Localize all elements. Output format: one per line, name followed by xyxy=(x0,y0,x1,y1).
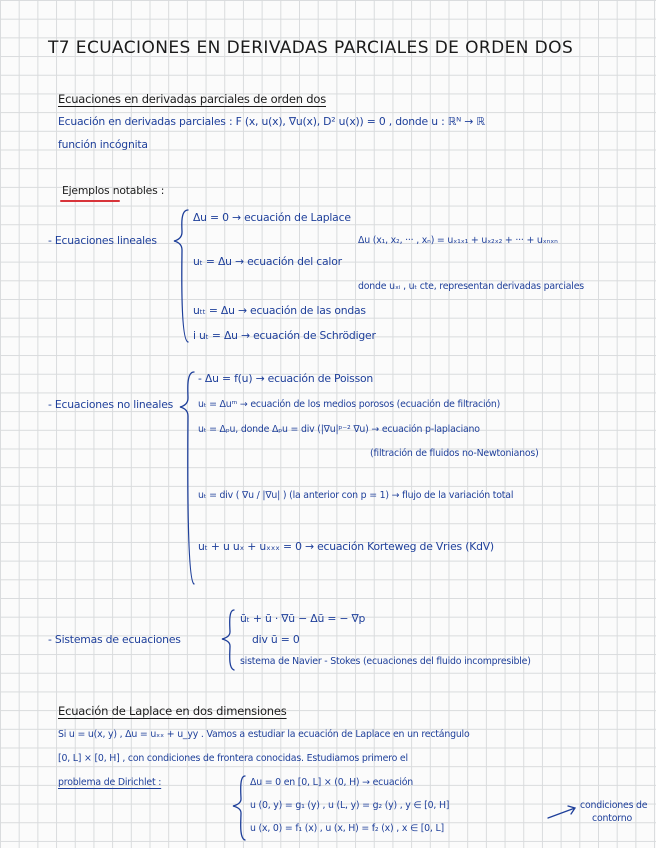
section-heading-pde: Ecuaciones en derivadas parciales de orden dos xyxy=(58,92,326,106)
navier-stokes-incompressibility: div ū = 0 xyxy=(252,633,300,646)
laplace-2d-paragraph-line1: Si u = u(x, y) , Δu = uₓₓ + u_yy . Vamos a estudiar la ecuación de Laplace en un rectángulo xyxy=(58,729,470,740)
systems-label: - Sistemas de ecuaciones xyxy=(48,633,181,646)
dirichlet-bc-horizontal: u (x, 0) = f₁ (x) , u (x, H) = f₂ (x) , x ∈ [0, L] xyxy=(250,823,444,834)
examples-heading: Ejemplos notables : xyxy=(62,184,165,197)
porous-media-equation: uₜ = Δuᵐ → ecuación de los medios porosos (ecuación de filtración) xyxy=(198,399,501,410)
dirichlet-brace-icon xyxy=(233,776,245,840)
nonlinear-equations-label: - Ecuaciones no lineales xyxy=(48,398,174,411)
schrodinger-equation: i uₜ = Δu → ecuación de Schrödiger xyxy=(193,329,376,342)
wave-equation: uₜₜ = Δu → ecuación de las ondas xyxy=(193,304,366,317)
pde-definition: Ecuación en derivadas parciales : F (x, u(x), ∇u(x), D² u(x)) = 0 , donde u : ℝᴺ → ℝ xyxy=(58,115,485,128)
laplacian-definition: Δu (x₁, x₂, ··· , xₙ) = uₓ₁ₓ₁ + uₓ₂ₓ₂ + ··· + uₓₙₓₙ xyxy=(358,235,558,246)
heat-equation: uₜ = Δu → ecuación del calor xyxy=(193,255,342,268)
non-newtonian-note: (filtración de fluidos no-Newtonianos) xyxy=(370,448,539,459)
dirichlet-bc-vertical: u (0, y) = g₁ (y) , u (L, y) = g₂ (y) , y ∈ [0, H] xyxy=(250,800,450,811)
dirichlet-problem-label: problema de Dirichlet : xyxy=(58,777,162,788)
boundary-conditions-label: condiciones de xyxy=(580,800,648,811)
page-title: T7 ECUACIONES EN DERIVADAS PARCIALES DE ORDEN DOS xyxy=(48,38,574,58)
section-heading-laplace-2d: Ecuación de Laplace en dos dimensiones xyxy=(58,704,287,718)
partial-derivatives-note: donde uₓᵢ , uₜ cte, representan derivadas parciales xyxy=(358,281,584,292)
kdv-equation: uₜ + u uₓ + uₓₓₓ = 0 → ecuación Korteweg de Vries (KdV) xyxy=(198,540,494,553)
poisson-equation: - Δu = f(u) → ecuación de Poisson xyxy=(198,372,374,385)
navier-stokes-caption: sistema de Navier - Stokes (ecuaciones del fluido incompresible) xyxy=(240,656,531,667)
dirichlet-pde: Δu = 0 en [0, L] × (0, H) → ecuación xyxy=(250,777,414,788)
pde-unknown-function: función incógnita xyxy=(58,138,148,151)
boundary-conditions-label-2: contorno xyxy=(592,813,633,824)
linear-equations-label: - Ecuaciones lineales xyxy=(48,234,157,247)
navier-stokes-momentum: ūₜ + ū · ∇ū − Δū = − ∇p xyxy=(240,612,366,625)
laplace-2d-paragraph-line2: [0, L] × [0, H] , con condiciones de frontera conocidas. Estudiamos primero el xyxy=(58,753,408,764)
laplace-equation: Δu = 0 → ecuación de Laplace xyxy=(193,211,351,224)
p-laplacian-equation: uₜ = Δₚu, donde Δₚu = div (|∇u|ᵖ⁻² ∇u) → ecuación p-laplaciano xyxy=(198,424,480,435)
systems-brace-icon xyxy=(222,610,234,670)
nonlinear-brace-icon xyxy=(180,372,194,584)
arrow-to-boundary-icon xyxy=(548,806,575,818)
linear-brace-icon xyxy=(174,210,188,342)
total-variation-flow: uₜ = div ( ∇u / |∇u| ) (la anterior con p = 1) → flujo de la variación total xyxy=(198,490,514,501)
